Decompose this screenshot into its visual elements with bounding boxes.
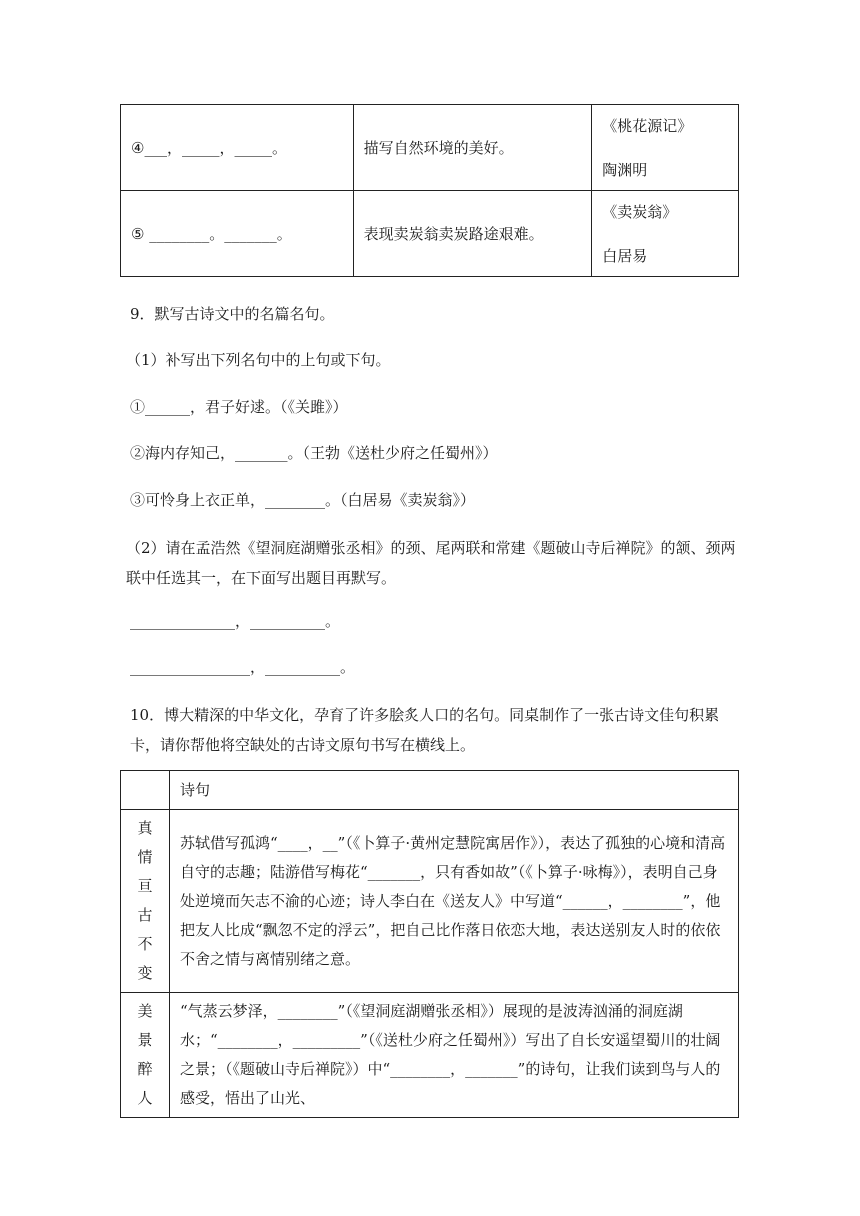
label-char: 亘 [137, 877, 153, 895]
description-cell: 表现卖炭翁卖炭路途艰难。 [353, 191, 592, 277]
answer-line-1: ______________，__________。 [130, 612, 341, 630]
row-text: “气蒸云梦泽，________”（《望洞庭湖赠张丞相》）展现的是波涛汹涌的洞庭湖水；“________，_________”（《送杜少府之任蜀州》）写出了自长安遥望蜀川的壮阔之景；（《题破山寺后禅院》）中“________，_______”的诗句，让我们读到鸟与人的感受，悟出了山光、 [170, 993, 739, 1118]
table-row [121, 993, 739, 1118]
label-char: 不 [137, 935, 153, 953]
question-9-item-2: ②海内存知己，_______。（王勃《送杜少府之任蜀州》） [130, 444, 498, 462]
fill-table-1 [120, 104, 739, 277]
question-10-title: 10．博大精深的中华文化，孕育了许多脍炙人口的名句。同桌制作了一张古诗文佳句积累卡，请你帮他将空缺处的古诗文原句书写在横线上。 [130, 706, 720, 754]
table-row [121, 105, 739, 191]
label-char: 变 [137, 964, 153, 982]
source-cell [592, 105, 739, 191]
row-label [121, 993, 170, 1118]
row-label [121, 810, 170, 993]
question-9-part1: （1）补写出下列名句中的上句或下句。 [126, 351, 391, 369]
description-cell: 描写自然环境的美好。 [353, 105, 592, 191]
table-row [121, 810, 739, 993]
header-cell: 诗句 [170, 771, 739, 810]
question-9-item-3: ③可怜身上衣正单，________。（白居易《卖炭翁》） [130, 491, 476, 509]
label-char: 人 [137, 1089, 153, 1107]
source-title: 《卖炭翁》 [602, 202, 678, 221]
source-title: 《桃花源记》 [602, 116, 693, 135]
accumulation-card-table [120, 770, 739, 1118]
source-author: 陶渊明 [602, 160, 648, 179]
question-9-item-1: ①______，君子好逑。（《关雎》） [130, 398, 348, 416]
blank-cell: ④___，_____，_____。 [121, 105, 354, 191]
table-header-row [121, 771, 739, 810]
blank-cell: ⑤ ________。_______。 [121, 191, 354, 277]
question-9-title: 9．默写古诗文中的名篇名句。 [130, 305, 335, 323]
label-char: 情 [137, 848, 153, 866]
question-9-part2: （2）请在孟浩然《望洞庭湖赠张丞相》的颈、尾两联和常建《题破山寺后禅院》的颔、颈两联中任选其一，在下面写出题目再默写。 [126, 539, 736, 587]
label-char: 真 [137, 819, 153, 837]
source-cell [592, 191, 739, 277]
answer-line-2: ________________，__________。 [130, 658, 356, 676]
label-char: 美 [137, 1002, 153, 1020]
label-char: 古 [137, 906, 153, 924]
row-text: 苏轼借写孤鸿“____，__”（《卜算子·黄州定慧院寓居作》），表达了孤独的心境和清高自守的志趣；陆游借写梅花“_______，只有香如故”（《卜算子·咏梅》），表明自己身处逆境而矢志不渝的心迹；诗人李白在《送友人》中写道“______，________”，他把友人比成“飘忽不定的浮云”，把自己比作落日依恋大地，表达送别友人时的依依不舍之情与离情别绪之意。 [170, 810, 739, 993]
label-char: 景 [137, 1031, 153, 1049]
header-corner-cell [121, 771, 170, 810]
label-char: 醉 [137, 1060, 153, 1078]
table-row [121, 191, 739, 277]
source-author: 白居易 [602, 246, 648, 265]
